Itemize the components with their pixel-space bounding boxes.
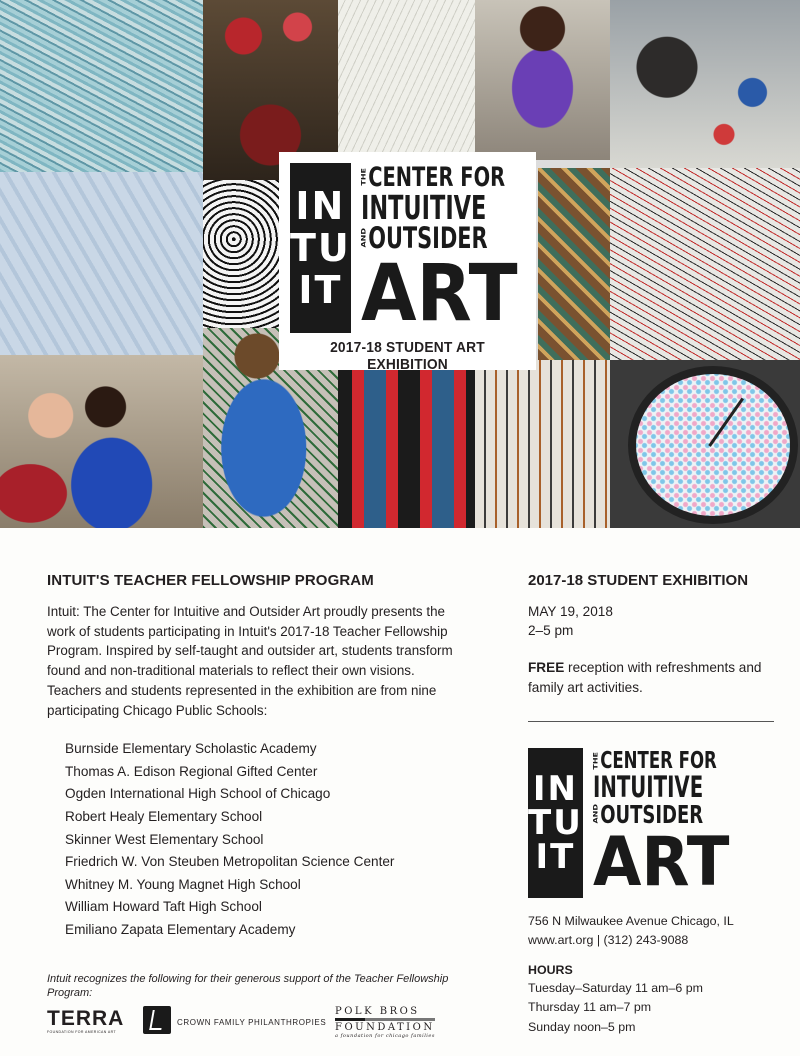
logo-center-for: CENTER FOR <box>367 161 505 193</box>
intuit-logo-mark <box>290 163 351 333</box>
program-section <box>47 572 467 942</box>
terra-logo <box>47 1008 124 1034</box>
logo-the: THE <box>360 168 367 186</box>
logo-mark-line: IT <box>535 837 576 877</box>
logo-center-for: CENTER FOR <box>600 747 717 774</box>
program-intro: Intuit: The Center for Intuitive and Outsider Art proudly presents the work of students participating in Intuit's 2017-18 Teacher Fellowship Program. Inspired by self-taught and outsider art, students transform found and non-traditional materials to reflect their own visions. Teachers and students represented in the exhibition are from nine participating Chicago Public Schools: <box>47 604 453 718</box>
program-heading: INTUIT'S TEACHER FELLOWSHIP PROGRAM <box>47 572 374 589</box>
section-divider <box>528 721 774 722</box>
photo-student-drawing <box>338 0 475 155</box>
website-phone: www.art.org | (312) 243-9088 <box>528 933 689 947</box>
photo-bead-clock <box>610 360 800 528</box>
photo-pattern-drawing <box>203 180 280 328</box>
logo-wordmark <box>351 161 561 339</box>
school-item: Emiliano Zapata Elementary Academy <box>65 921 296 937</box>
crown-family-logo-icon <box>143 1006 171 1034</box>
address: 756 N Milwaukee Avenue Chicago, IL <box>528 914 734 928</box>
logo-art: ART <box>360 248 518 339</box>
free-label: FREE <box>528 660 565 675</box>
polk-bros-bar <box>335 1018 435 1021</box>
photo-doll-sculpture <box>475 0 610 160</box>
sponsor-logos <box>47 1006 467 1046</box>
hours-heading: HOURS <box>528 963 573 977</box>
crown-family-name: CROWN FAMILY PHILANTHROPIES <box>177 1018 327 1027</box>
terra-tagline: FOUNDATION FOR AMERICAN ART <box>47 1030 117 1034</box>
photo-crayon-drawing <box>0 0 203 172</box>
hours-line: Sunday noon–5 pm <box>528 1019 636 1034</box>
intuit-logo-main <box>279 152 536 373</box>
school-item: Friedrich W. Von Steuben Metropolitan Science Center <box>65 854 395 870</box>
photo-decorated-jacket <box>0 172 203 355</box>
polk-bros-foundation: FOUNDATION <box>335 1022 435 1033</box>
photo-painted-panels <box>338 370 475 528</box>
clock-face <box>628 366 798 524</box>
intuit-logo-side <box>528 747 746 902</box>
school-item: Skinner West Elementary School <box>65 831 264 847</box>
polk-bros-name: POLK BROS <box>335 1006 420 1017</box>
exhibition-time: 2–5 pm <box>528 623 574 638</box>
terra-name: TERRA <box>47 1007 125 1030</box>
polk-bros-logo <box>335 1006 435 1039</box>
logo-outsider: OUTSIDER <box>600 799 703 829</box>
exhibition-heading: 2017-18 STUDENT EXHIBITION <box>528 572 749 589</box>
school-item: Ogden International High School of Chicago <box>65 786 331 802</box>
exhibition-date: MAY 19, 2018 <box>528 604 613 619</box>
logo-and: AND <box>592 804 599 824</box>
exhibition-caption: 2017-18 STUDENT ART EXHIBITION <box>330 339 485 373</box>
reception-note <box>528 658 778 697</box>
hours-section <box>528 962 778 1037</box>
hours-line: Thursday 11 am–7 pm <box>528 1000 652 1015</box>
school-item: Robert Healy Elementary School <box>65 809 263 824</box>
photo-bead-strands <box>475 360 610 528</box>
intuit-logo-mark <box>528 748 583 898</box>
exhibition-section <box>528 572 778 697</box>
logo-art: ART <box>592 822 730 902</box>
school-item: Thomas A. Edison Regional Gifted Center <box>65 763 318 779</box>
logo-the: THE <box>592 752 599 770</box>
polk-bros-tagline: a foundation for chicago families <box>335 1033 435 1039</box>
hours-line: Tuesday–Saturday 11 am–6 pm <box>528 981 703 995</box>
school-item: William Howard Taft High School <box>65 899 262 915</box>
logo-intuitive: INTUITIVE <box>592 769 703 804</box>
logo-mark-line: IT <box>298 268 343 312</box>
logo-and: AND <box>360 228 367 248</box>
reception-text: reception with refreshments and family art activities. <box>528 660 762 695</box>
logo-mark-line: TU <box>290 226 351 270</box>
school-item: Whitney M. Young Magnet High School <box>65 876 301 892</box>
logo-mark-line: IN <box>532 769 578 809</box>
photo-students-crafting <box>610 0 800 168</box>
photo-scribble-art <box>610 168 800 360</box>
school-list <box>65 738 467 941</box>
contact-info <box>528 912 778 950</box>
logo-wordmark <box>583 747 765 902</box>
logo-outsider: OUTSIDER <box>367 220 488 255</box>
photo-kids-working <box>0 355 203 528</box>
support-note: Intuit recognizes the following for their generous support of the Teacher Fellowship Program: <box>47 973 449 999</box>
logo-intuitive: INTUITIVE <box>360 187 487 227</box>
school-item: Burnside Elementary Scholastic Academy <box>65 741 317 757</box>
logo-mark-line: IN <box>295 184 346 228</box>
logo-mark-line: TU <box>528 803 583 843</box>
